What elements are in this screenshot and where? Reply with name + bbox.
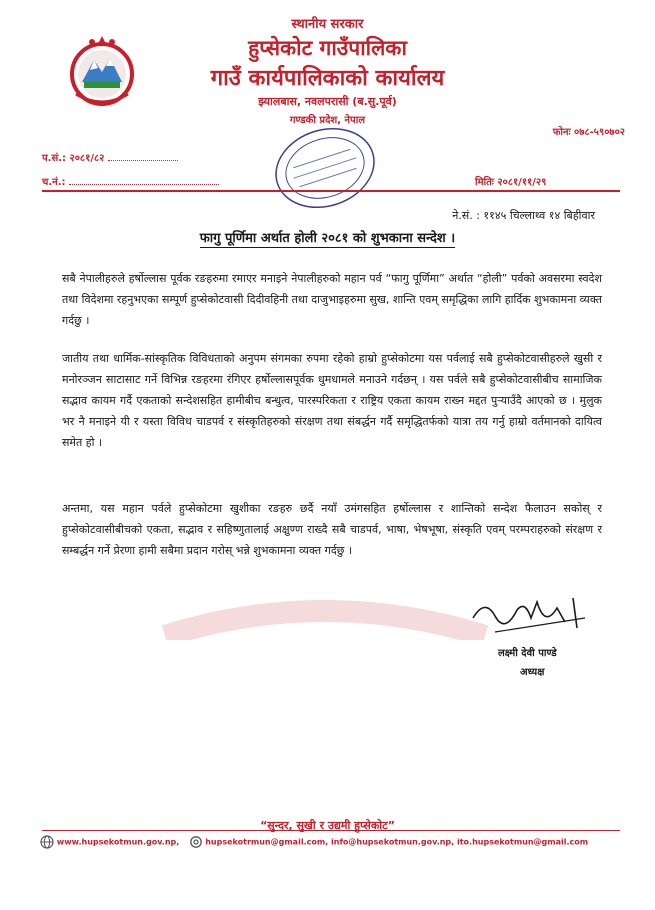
letterhead-government: स्थानीय सरकार bbox=[291, 17, 364, 32]
signatory-title: अध्यक्ष bbox=[520, 667, 545, 678]
signatory-name: लक्ष्मी देवी पाण्डे bbox=[498, 648, 557, 659]
letterhead-province: गण्डकी प्रदेश, नेपाल bbox=[289, 115, 366, 126]
letterhead-municipality: हुप्सेकोट गाउँपालिका bbox=[248, 36, 407, 60]
footer-divider bbox=[42, 830, 620, 831]
email-icon bbox=[190, 835, 202, 849]
website-link[interactable]: www.hupsekotmun.gov.np, bbox=[56, 837, 180, 847]
footer-contacts bbox=[40, 835, 630, 849]
header-divider bbox=[42, 190, 620, 192]
email-links[interactable]: hupsekotrmun@gmail.com, info@hupsekotmun.gov.np, ito.hupsekotmun@gmail.com bbox=[205, 837, 589, 847]
letter-date: मितिः २०८१/११/२९ bbox=[475, 177, 547, 188]
nepal-sambat-date: ने.सं. : ११४५ चिल्लाथ्व १४ बिहीवार bbox=[452, 209, 595, 222]
signature bbox=[465, 588, 605, 636]
letter-title: फागु पूर्णिमा अर्थात होली २०८१ को शुभकाना सन्देश । bbox=[199, 231, 456, 246]
motto-watermark bbox=[160, 596, 490, 640]
paragraph-3: अन्तमा, यस महान पर्वले हुप्सेकोटमा खुशीका रङहरु छर्दै नयाँ उमंगसहित हर्षोल्लास र शान्तिको सन्देश फैलाउन सकोस् र हुप्सेकोटवासीबीचको एकता, सद्भाव र सहिष्णुतालाई अक्षुण्ण राख्दै सबै चाडपर्व, भाषा, भेषभूषा, संस्कृति एवम् परम्पराहरुको संरक्षण र सम्बर्द्धन गर्ने प्रेरणा हामी सबैमा प्रदान गरोस् भन्ने शुभकामना व्यक्त गर्दछु । bbox=[62, 502, 602, 557]
phone-number: फोनः ०७८-५९०७०२ bbox=[552, 127, 625, 138]
footer-slogan: “सुन्दर, सुखी र उद्यमी हुप्सेकोट” bbox=[260, 819, 395, 832]
reference-fiscal-year: प.सं.: २०८१/८२ bbox=[42, 150, 178, 164]
paragraph-1: सबै नेपालीहरुले हर्षोल्लास पूर्वक रङहरुमा रमाएर मनाइने नेपालीहरुको महान पर्व “फागु पूर्णिमा” अर्थात “होली” पर्वको अवसरमा स्वदेश तथा विदेशमा रहनुभएका सम्पूर्ण हुप्सेकोटवासी दिदीवहिनी तथा दाजुभाइहरुमा सुख, शान्ति एवम् समृद्धिका लागि हार्दिक शुभकामना व्यक्त गर्दछु । bbox=[62, 272, 602, 327]
dispatch-number: च.नं.: bbox=[42, 174, 219, 188]
globe-icon bbox=[40, 835, 54, 849]
office-stamp bbox=[270, 118, 380, 218]
paragraph-2: जातीय तथा धार्मिक-सांस्कृतिक विविधताको अनुपम संगमका रुपमा रहेको हाम्रो हुप्सेकोटमा यस पर्वलाई सबै हुप्सेकोटवासीहरुले खुसी र मनोरञ्जन साटासाट गर्ने विभिन्न रङहरमा रंगिएर हर्षोल्लासपूर्वक धुमधामले मनाउने गर्दछन् । यस पर्वले सबै हुप्सेकोटवासीबीच सामाजिक सद्भाव कायम गर्दै एकताको सन्देशसहित हामीबीच बन्धुत्व, पारस्परिकता र राष्ट्रिय एकता कायम राख्न मद्दत पुऱ्याउँदै आएको छ । मुलुक भर नै मनाइने यी र यस्ता विविध चाडपर्व र संस्कृतिहरुको संरक्षण तथा संबर्द्धन गर्दै समृद्धितर्फको यात्रा तय गर्नु हाम्रो वर्तमानको दायित्व समेत हो । bbox=[62, 352, 602, 449]
letterhead-office: गाउँ कार्यपालिकाको कार्यालय bbox=[210, 66, 445, 91]
letterhead-address: झ्यालबास, नवलपरासी (ब.सु.पूर्व) bbox=[258, 95, 397, 108]
